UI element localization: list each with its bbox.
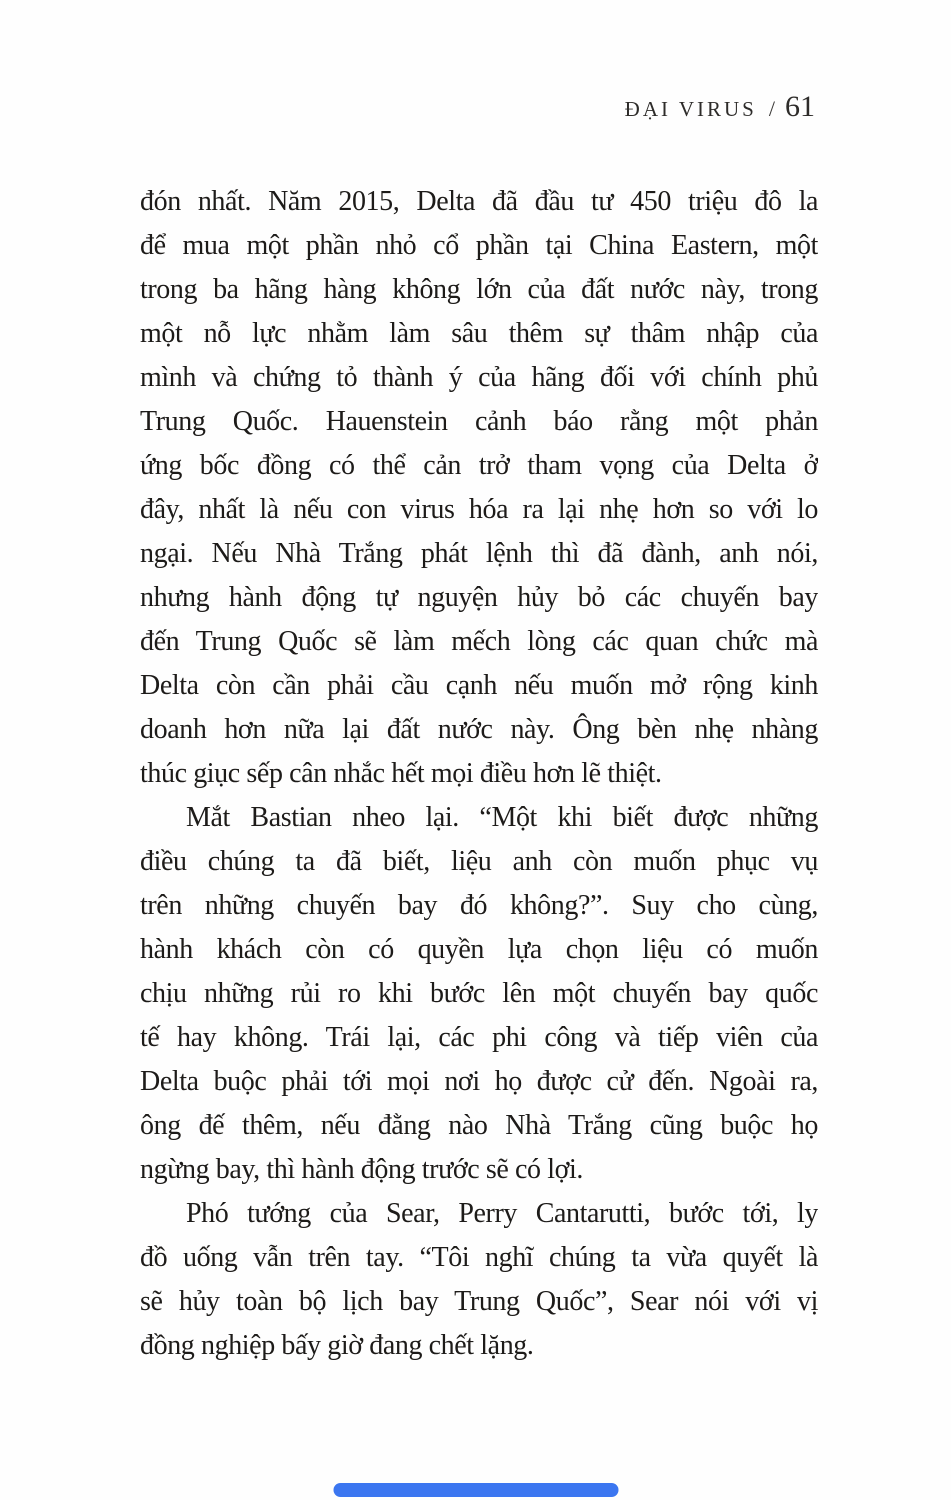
- text-line: đồng nghiệp bấy giờ đang chết lặng.: [140, 1330, 534, 1361]
- text-line: Delta buộc phải tới mọi nơi họ được cử đến. Ngoài ra,: [140, 1066, 818, 1097]
- text-line: đồ uống vẫn trên tay. “Tôi nghĩ chúng ta vừa quyết là: [140, 1242, 818, 1273]
- text-line: đến Trung Quốc sẽ làm mếch lòng các quan chức mà: [140, 626, 818, 657]
- text-line: ngại. Nếu Nhà Trắng phát lệnh thì đã đành, anh nói,: [140, 538, 818, 569]
- text-line: Trung Quốc. Hauenstein cảnh báo rằng một phản: [140, 406, 818, 437]
- text-line: để mua một phần nhỏ cổ phần tại China Eastern, một: [140, 230, 818, 261]
- page-text: [140, 180, 818, 1368]
- text-line: hành khách còn có quyền lựa chọn liệu có muốn: [140, 934, 818, 965]
- text-line: mình và chứng tỏ thành ý của hãng đối với chính phủ: [140, 362, 818, 393]
- text-line: một nỗ lực nhằm làm sâu thêm sự thâm nhập của: [140, 318, 818, 349]
- text-line: Delta còn cần phải cầu cạnh nếu muốn mở rộng kinh: [140, 670, 818, 701]
- paragraph: [140, 180, 818, 796]
- text-line: thúc giục sếp cân nhắc hết mọi điều hơn lẽ thiệt.: [140, 758, 662, 789]
- text-line: tế hay không. Trái lại, các phi công và tiếp viên của: [140, 1022, 818, 1053]
- text-line: đón nhất. Năm 2015, Delta đã đầu tư 450 triệu đô la: [140, 186, 818, 217]
- text-line: Phó tướng của Sear, Perry Cantarutti, bước tới, ly: [186, 1198, 818, 1229]
- text-line: sẽ hủy toàn bộ lịch bay Trung Quốc”, Sear nói với vị: [140, 1286, 818, 1317]
- text-line: ông đế thêm, nếu đằng nào Nhà Trắng cũng buộc họ: [140, 1110, 818, 1141]
- paragraph: [140, 796, 818, 1192]
- home-indicator[interactable]: [333, 1483, 618, 1497]
- running-header-title: ĐẠI VIRUS: [624, 97, 757, 121]
- text-line: đây, nhất là nếu con virus hóa ra lại nhẹ hơn so với lo: [140, 494, 818, 525]
- text-line: doanh hơn nữa lại đất nước này. Ông bèn nhẹ nhàng: [140, 714, 818, 745]
- text-line: chịu những rủi ro khi bước lên một chuyến bay quốc: [140, 978, 818, 1009]
- text-line: trên những chuyến bay đó không?”. Suy cho cùng,: [140, 890, 818, 921]
- running-header-separator: /: [768, 96, 775, 121]
- text-line: Mắt Bastian nheo lại. “Một khi biết được những: [186, 802, 818, 833]
- text-line: điều chúng ta đã biết, liệu anh còn muốn phục vụ: [140, 846, 818, 877]
- running-header: [625, 90, 815, 124]
- text-line: ứng bốc đồng có thể cản trở tham vọng của Delta ở: [140, 450, 818, 481]
- page-number: 61: [785, 90, 815, 123]
- text-line: nhưng hành động tự nguyện hủy bỏ các chuyến bay: [140, 582, 818, 613]
- text-line: ngừng bay, thì hành động trước sẽ có lợi.: [140, 1154, 584, 1185]
- text-line: trong ba hãng hàng không lớn của đất nước này, trong: [140, 274, 818, 305]
- paragraph: [140, 1192, 818, 1368]
